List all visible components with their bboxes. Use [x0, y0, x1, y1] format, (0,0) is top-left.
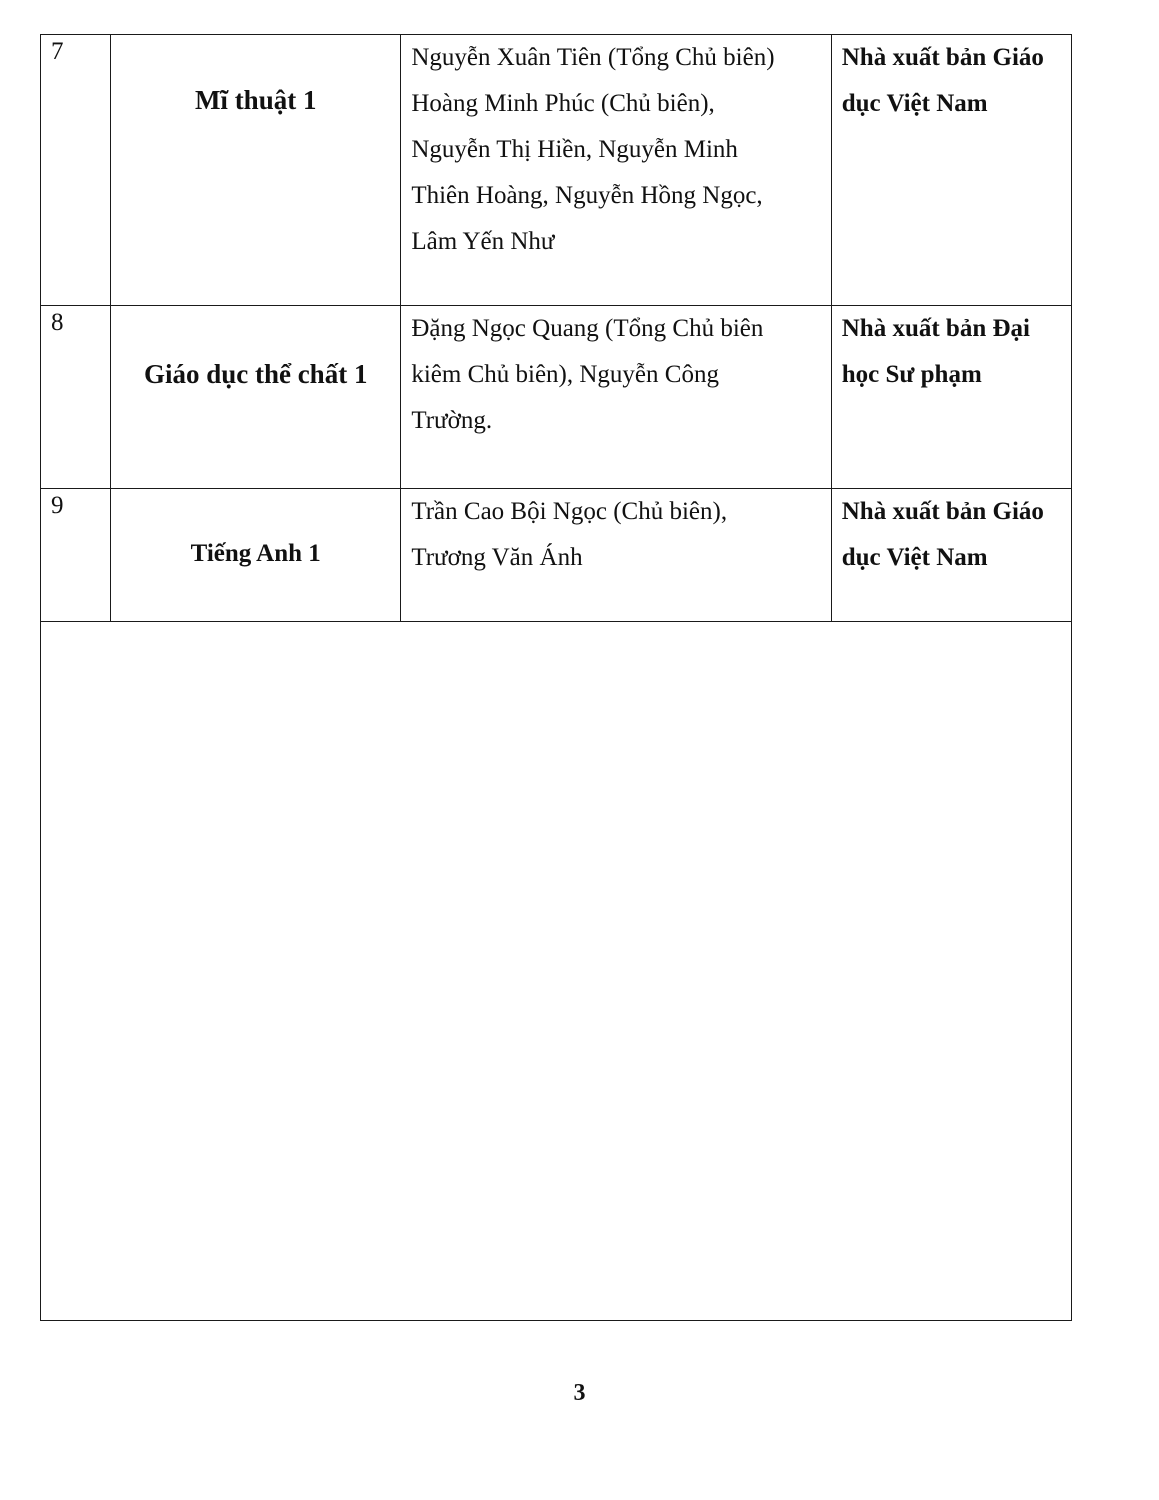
- publisher-line: Nhà xuất bản Đại: [841, 315, 1030, 342]
- author-line: Trường.: [411, 407, 493, 434]
- author-line: Hoàng Minh Phúc (Chủ biên),: [411, 90, 715, 117]
- empty-table-area: [40, 494, 1072, 1321]
- author-line: Nguyễn Xuân Tiên (Tổng Chủ biên): [411, 44, 775, 71]
- row-number: 8: [41, 306, 111, 489]
- author-line: Lâm Yến Như: [411, 228, 555, 255]
- publisher-cell: [831, 306, 1071, 489]
- authors-cell: [401, 35, 831, 306]
- publisher-line: dục Việt Nam: [841, 90, 988, 117]
- table-row: [41, 35, 1072, 306]
- author-line: kiêm Chủ biên), Nguyễn Công: [411, 361, 719, 388]
- publisher-line: học Sư phạm: [841, 361, 982, 388]
- book-title: [111, 35, 401, 306]
- publisher-cell: [831, 35, 1071, 306]
- author-line: Nguyễn Thị Hiền, Nguyễn Minh: [411, 136, 738, 163]
- page-number: 3: [573, 1380, 586, 1406]
- row-number: 9: [41, 489, 111, 622]
- author-line: Đặng Ngọc Quang (Tổng Chủ biên: [411, 315, 764, 342]
- authors-cell: [401, 306, 831, 489]
- author-line: Trần Cao Bội Ngọc (Chủ biên),: [411, 498, 728, 525]
- author-line: Thiên Hoàng, Nguyễn Hồng Ngọc,: [411, 182, 763, 209]
- publisher-line: dục Việt Nam: [841, 544, 988, 571]
- author-line: Trương Văn Ánh: [411, 544, 583, 571]
- row-number: 7: [41, 35, 111, 306]
- table-row: [41, 306, 1072, 489]
- publisher-line: Nhà xuất bản Giáo: [841, 44, 1044, 71]
- book-title-text: Mĩ thuật 1: [194, 85, 317, 115]
- book-title: [111, 306, 401, 489]
- book-title-text: Tiếng Anh 1: [190, 540, 321, 567]
- publisher-line: Nhà xuất bản Giáo: [841, 498, 1044, 525]
- book-title-text: Giáo dục thể chất 1: [143, 359, 368, 389]
